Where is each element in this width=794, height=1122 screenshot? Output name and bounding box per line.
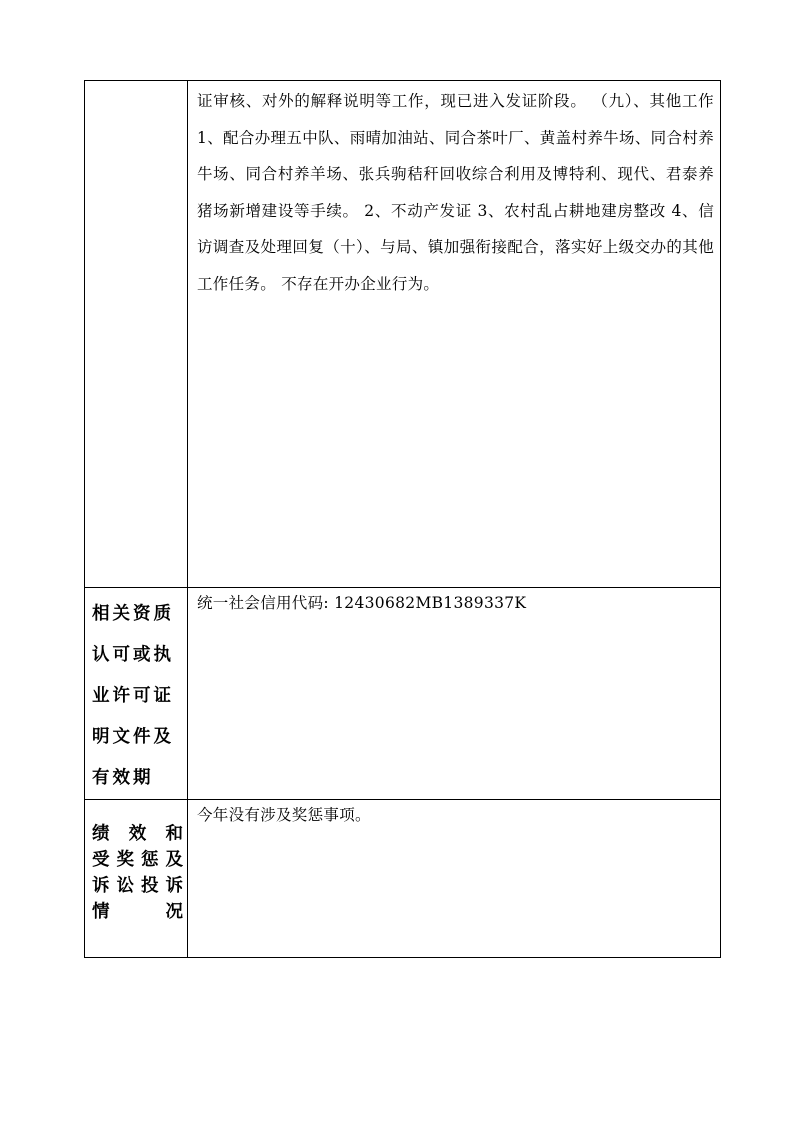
license-label: 相关资质认可或执业许可证明文件及有效期 — [92, 604, 174, 788]
awards-label — [85, 800, 187, 925]
awards-content: 今年没有涉及奖惩事项。 — [197, 806, 371, 824]
duties-content: 证审核、对外的解释说明等工作，现已进入发证阶段。 （九）、其他工作 1、配合办理五中队、雨晴加油站、同合茶叶厂、黄盖村养牛场、同合村养牛场、同合村养羊场、张兵驹秸秆回收综合利用及博特利、现代、君泰养猪场新增建设等手续。 2、不动产发证 3、农村乱占耕地建房整改 4、信访调查及处理回复（十）、与局、镇加强衔接配合，落实好上级交办的其他工作任务。 不存在开办企业行为。 — [197, 92, 714, 293]
license-content: 统一社会信用代码: 12430682MB1389337K — [197, 594, 527, 612]
duties-content-cell — [188, 81, 721, 588]
duties-label-cell — [85, 81, 188, 588]
duties-row — [85, 81, 721, 588]
awards-label-line: 绩效和 — [92, 824, 183, 844]
awards-label-line: 情况 — [92, 902, 183, 922]
license-content-cell — [188, 588, 721, 800]
license-row — [85, 588, 721, 800]
awards-label-line: 受奖惩及 — [92, 850, 183, 870]
license-label-cell — [85, 588, 188, 800]
awards-label-cell — [85, 800, 188, 958]
awards-row — [85, 800, 721, 958]
awards-content-cell — [188, 800, 721, 958]
info-table — [84, 80, 721, 958]
awards-label-line: 诉讼投诉 — [92, 876, 183, 896]
